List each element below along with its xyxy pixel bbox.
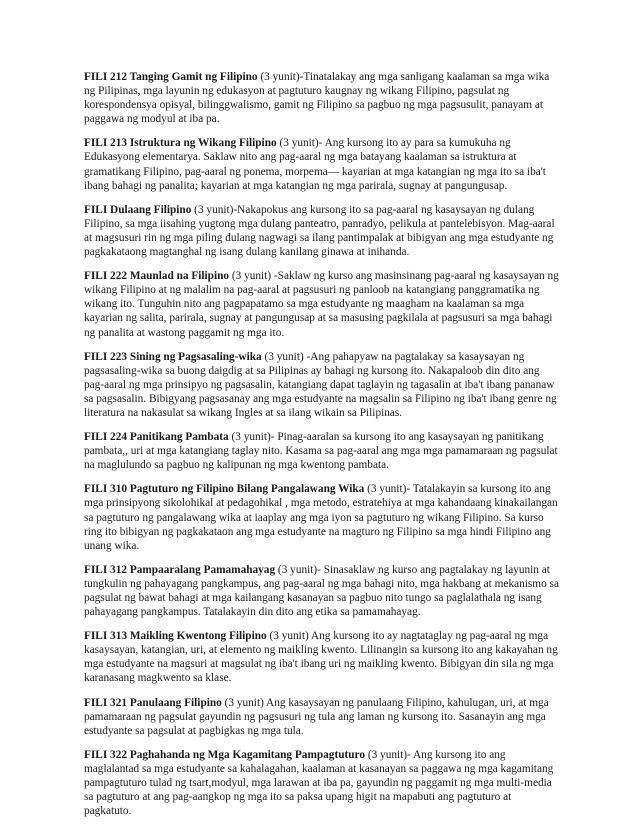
course-title: FILI 212 Tanging Gamit ng Filipino bbox=[84, 71, 258, 83]
course-description: (3 yunit) -Ang pahapyaw na pagtalakay sa kasaysayan ng pagsasaling-wika sa buong daigdig at sa Pilipinas ay bahagi ng kursong ito. Nakapaloob din dito ang pag-aaral ng mga prinsipyo ng pagsasalin, katangiang dapat taglayin ng tagasalin at iba't ibang pananaw sa pagsasalin. Bibigyang pagsasanay ang mga estudyante na magsalin sa Filipino ng iba't ibang genre ng literatura na nakasulat sa wikang Ingles at sa ilang wikain sa Pilipinas. bbox=[84, 350, 557, 419]
course-entry-fili-313 bbox=[84, 629, 560, 685]
course-title: FILI 321 Panulaang Filipino bbox=[84, 696, 222, 709]
course-title: FILI 322 Paghahanda ng Mga Kagamitang Pampagtuturo bbox=[84, 748, 365, 761]
course-description: (3 yunit)- Ang kursong ito ay para sa kumukuha ng Edukasyong elementarya. Saklaw nito ang pag-aaral ng mga batayang kaalaman sa istruktura at gramatikang Filipino, pag-aaral ng ponema, morpema— kayarian at mga katangian ng mga ito sa iba't ibang bahagi ng panalita; kayarian at mga katangian ng mga parirala, sugnay at pangungusap. bbox=[84, 137, 546, 192]
course-entry-fili-224 bbox=[84, 430, 560, 472]
course-description: (3 yunit) -Saklaw ng kurso ang masinsinang pag-aaral ng kasaysayan ng wikang Filipino at ng malalim na pag-aaral at pagsusuri ng panloob na katangiang panggramatika ng wikang ito. Tunguhin nito ang pagpapatamo sa mga estudyante ng maagham na kaalaman sa mga kayarian ng salita, parirala, sugnay at pangungusap at sa masusing pagkilala at pagsusuri sa mga bahagi ng panalita at wastong paggamit ng mga ito. bbox=[84, 270, 559, 339]
course-description: (3 yunit)-Tinatalakay ang mga sanligang kaalaman sa mga wika ng Pilipinas, mga layunin ng edukasyon at pagtuturo kaugnay ng wikang Filipino, pagsulat ng korespondensya opisyal, bilinggwalismo, gamit ng Filipino sa pagbuo ng mga pagsusulit, panayam at paggawa ng modyul at iba pa. bbox=[84, 71, 550, 126]
course-description: (3 yunit)-Nakapokus ang kursong ito sa pag-aaral ng kasaysayan ng dulang Filipino, sa mga iisahing yugtong mga dulang panteatro, panradyo, pelikula at pantelebisyon. Mag-aaral at magsusuri rin ng mga piling dulang nagwagi sa ilang pantimpalak at bibigyan ang mga estudyante ng pagkakataong magtanghal ng isang dulang kanilang ginawa at inihanda. bbox=[84, 203, 555, 259]
course-entry-fili-223 bbox=[84, 350, 560, 420]
course-entry-fili-222 bbox=[84, 269, 560, 339]
course-description: (3 yunit) Ang kasaysayan ng panulaang Filipino, kahulugan, uri, at mga pamamaraan ng pagsulat gayundin ng pagsusuri ng tula ang laman ng kursong ito. Sasanayin ang mga estudyante sa pagsulat at pagbigkas ng mga tula. bbox=[84, 696, 549, 737]
course-description: (3 yunit)- Ang kursong ito ang maglalantad sa mga estudyante sa kahalagahan, kaalaman at kasanayan sa paggawa ng mga kagamitang pampagtuturo tulad ng tsart,modyul, mga larawan at iba pa, gayundin ng paggamit ng mga multi-media sa pagtuturo at ang pag-aangkop ng mga ito sa paksa upang higit na mapabuti ang pagtuturo at pagkatuto. bbox=[84, 748, 554, 818]
course-entry-fili-213 bbox=[84, 136, 560, 192]
course-title: FILI 310 Pagtuturo ng Filipino Bilang Pangalawang Wika bbox=[84, 483, 365, 496]
course-title: FILI Dulaang Filipino bbox=[84, 203, 192, 216]
course-title: FILI 213 Istruktura ng Wikang Filipino bbox=[84, 137, 277, 150]
course-description: (3 yunit)- Tatalakayin sa kursong ito ang mga prinsipyong sikolohikal at pedagohikal , mga metodo, estratehiya at mga kahandaang kinakailangan sa pagtuturo ng pangalawang wika at iaaplay ang mga iyon sa pagtuturo ng wikang Filipino. Sa kurso ring ito bibigyan ng pagkakataon ang mga estudyante na magturo ng Filipino sa mga hindi Filipino ang unang wika. bbox=[84, 483, 558, 552]
course-description: (3 yunit)- Sinasaklaw ng kurso ang pagtalakay ng layunin at tungkulin ng pahayagang pangkampus, ang pag-aaral ng mga bahagi nito, mga hakbang at mekanismo sa pagsulat ng bawat bahagi at mga kailangang kasanayan sa pagbuo nito tungo sa paglalathala ng isang pahayagang pangkampus. Tatalakayin din dito ang etika sa pamamahayag. bbox=[84, 563, 559, 619]
course-entry-fili-212 bbox=[84, 70, 560, 126]
document-page bbox=[84, 70, 560, 828]
course-entry-fili-310 bbox=[84, 482, 560, 552]
course-title: FILI 312 Pampaaralang Pamamahayag bbox=[84, 563, 276, 576]
course-entry-fili-322 bbox=[84, 748, 560, 818]
course-title: FILI 313 Maikling Kwentong Filipino bbox=[84, 630, 267, 643]
course-title: FILI 223 Sining ng Pagsasaling-wika bbox=[84, 350, 262, 363]
course-title: FILI 222 Maunlad na Filipino bbox=[84, 270, 230, 283]
course-description: (3 yunit)- Pinag-aaralan sa kursong ito ang kasaysayan ng panitikang pambata,, uri at mga katangiang taglay nito. Kasama sa pag-aaral ang mga mga pamamaraan ng pagsulat na maglulundo sa pagbuo ng kalipunan ng mga kwentong pambata. bbox=[84, 431, 558, 472]
course-description: (3 yunit) Ang kursong ito ay nagtataglay ng pag-aaral ng mga kasaysayan, katangian, uri, at elemento ng maikling kwento. Lilinangin sa kursong ito ang kakayahan ng mga estudyante na magsuri at magsulat ng iba't ibang uri ng maikling kwento. Bibigyan din sila ng mga karanasang magkwento sa klase. bbox=[84, 630, 558, 685]
course-entry-dulaang-filipino bbox=[84, 203, 560, 259]
course-entry-fili-321 bbox=[84, 696, 560, 738]
course-title: FILI 224 Panitikang Pambata bbox=[84, 431, 229, 444]
course-entry-fili-312 bbox=[84, 563, 560, 619]
